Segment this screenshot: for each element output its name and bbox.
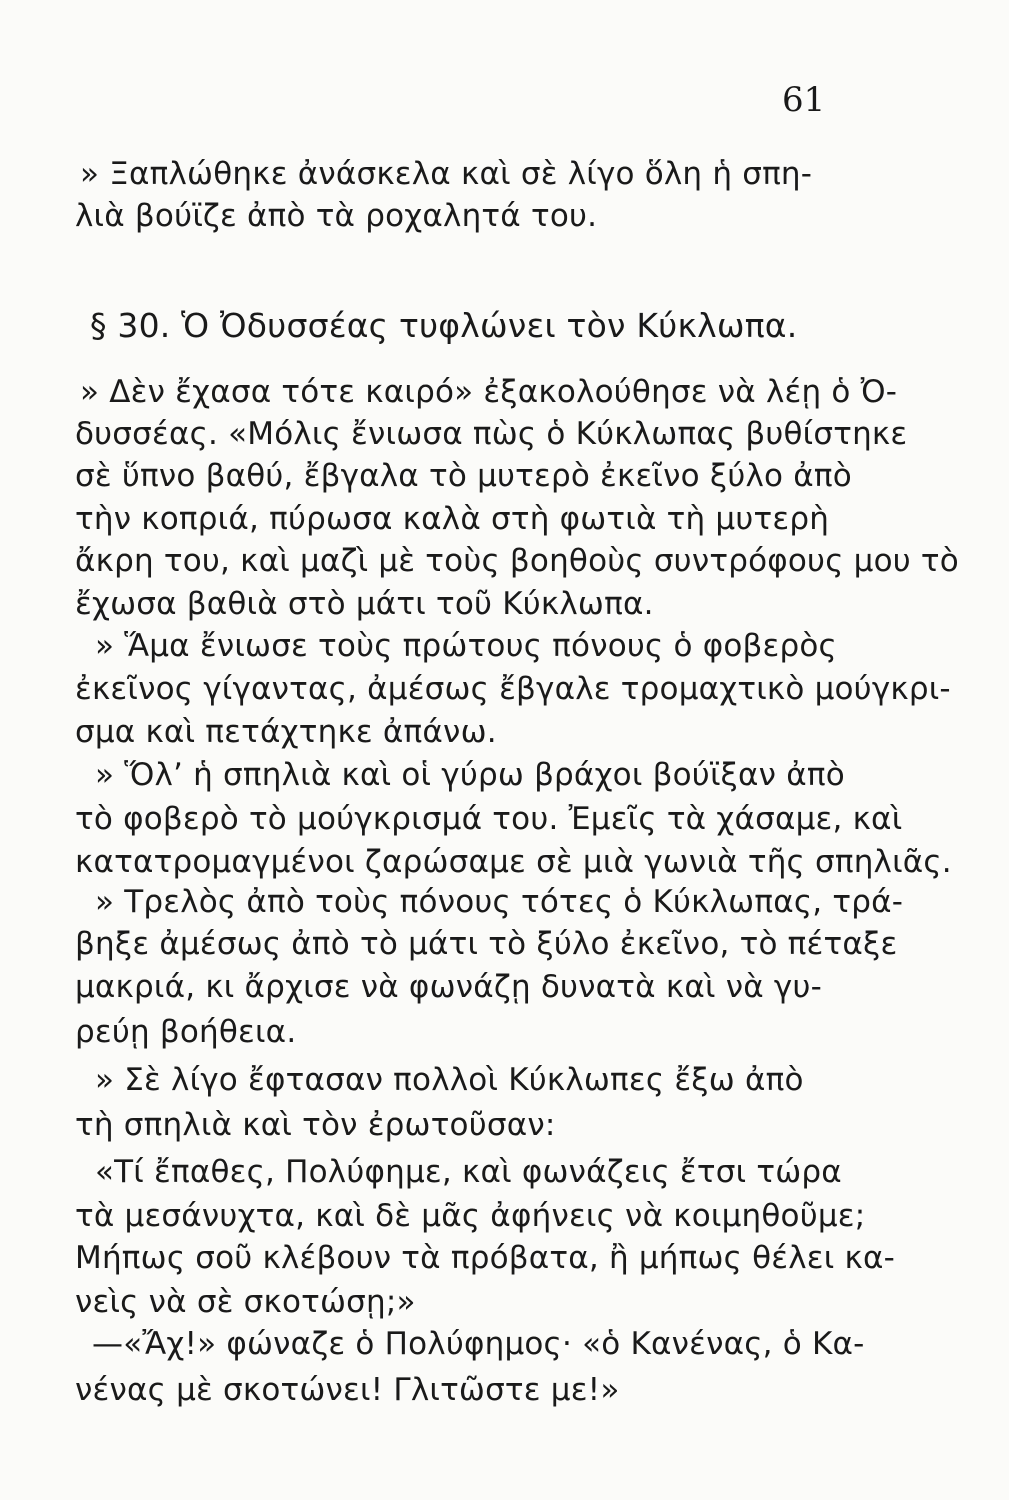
- body-line: νένας μὲ σκοτώνει! Γλιτῶστε με!»: [75, 1372, 620, 1408]
- body-line: νεὶς νὰ σὲ σκοτώσῃ;»: [75, 1284, 416, 1320]
- body-line: μακριά, κι ἄρχισε νὰ φωνάζῃ δυνατὰ καὶ νὰ γυ-: [75, 969, 822, 1005]
- body-line: ἐκεῖνος γίγαντας, ἀμέσως ἔβγαλε τρομαχτικὸ μούγκρι-: [75, 671, 951, 707]
- body-line: δυσσέας. «Μόλις ἔνιωσα πὼς ὁ Κύκλωπας βυθίστηκε: [75, 416, 908, 452]
- body-line: ρεύῃ βοήθεια.: [75, 1014, 297, 1050]
- body-line: » Τρελὸς ἀπὸ τοὺς πόνους τότες ὁ Κύκλωπας, τρά-: [95, 884, 904, 920]
- body-line: σμα καὶ πετάχτηκε ἀπάνω.: [75, 714, 497, 750]
- body-line: » Σὲ λίγο ἔφτασαν πολλοὶ Κύκλωπες ἔξω ἀπὸ: [95, 1062, 804, 1098]
- body-line: τὸ φοβερὸ τὸ μούγκρισμά του. Ἐμεῖς τὰ χάσαμε, καὶ: [75, 801, 903, 837]
- body-line: κατατρομαγμένοι ζαρώσαμε σὲ μιὰ γωνιὰ τῆς σπηλιᾶς.: [75, 844, 952, 880]
- body-line: » Ἅμα ἔνιωσε τοὺς πρώτους πόνους ὁ φοβερὸς: [95, 628, 837, 664]
- body-line: τὰ μεσάνυχτα, καὶ δὲ μᾶς ἀφήνεις νὰ κοιμηθοῦμε;: [75, 1198, 866, 1234]
- body-line: βηξε ἀμέσως ἀπὸ τὸ μάτι τὸ ξύλο ἐκεῖνο, τὸ πέταξε: [75, 926, 898, 962]
- paragraph-line: λιὰ βούϊζε ἀπὸ τὰ ροχαλητά του.: [75, 198, 598, 234]
- body-line: Μήπως σοῦ κλέβουν τὰ πρόβατα, ἢ μήπως θέλει κα-: [75, 1240, 895, 1276]
- section-heading: § 30. Ὁ Ὀδυσσέας τυφλώνει τὸν Κύκλωπα.: [90, 306, 798, 345]
- body-line: —«Ἄχ!» φώναζε ὁ Πολύφημος· «ὁ Κανένας, ὁ Κα-: [92, 1326, 865, 1362]
- body-line: τὴ σπηλιὰ καὶ τὸν ἐρωτοῦσαν:: [75, 1107, 556, 1143]
- body-line: » Δὲν ἔχασα τότε καιρό» ἐξακολούθησε νὰ λέῃ ὁ Ὀ-: [80, 374, 898, 410]
- body-line: «Τί ἔπαθες, Πολύφημε, καὶ φωνάζεις ἔτσι τώρα: [95, 1154, 842, 1190]
- paragraph-line: » Ξαπλώθηκε ἀνάσκελα καὶ σὲ λίγο ὅλη ἡ σπη-: [80, 156, 813, 192]
- body-line: ἔχωσα βαθιὰ στὸ μάτι τοῦ Κύκλωπα.: [75, 586, 654, 622]
- page-number: 61: [782, 80, 826, 120]
- body-line: » Ὅλ’ ἡ σπηλιὰ καὶ οἱ γύρω βράχοι βούϊξαν ἀπὸ: [95, 757, 845, 793]
- body-line: ἄκρη του, καὶ μαζὶ μὲ τοὺς βοηθοὺς συντρόφους μου τὸ: [75, 543, 959, 579]
- body-line: σὲ ὕπνο βαθύ, ἔβγαλα τὸ μυτερὸ ἐκεῖνο ξύλο ἀπὸ: [75, 458, 852, 494]
- body-line: τὴν κοπριά, πύρωσα καλὰ στὴ φωτιὰ τὴ μυτερὴ: [75, 501, 830, 537]
